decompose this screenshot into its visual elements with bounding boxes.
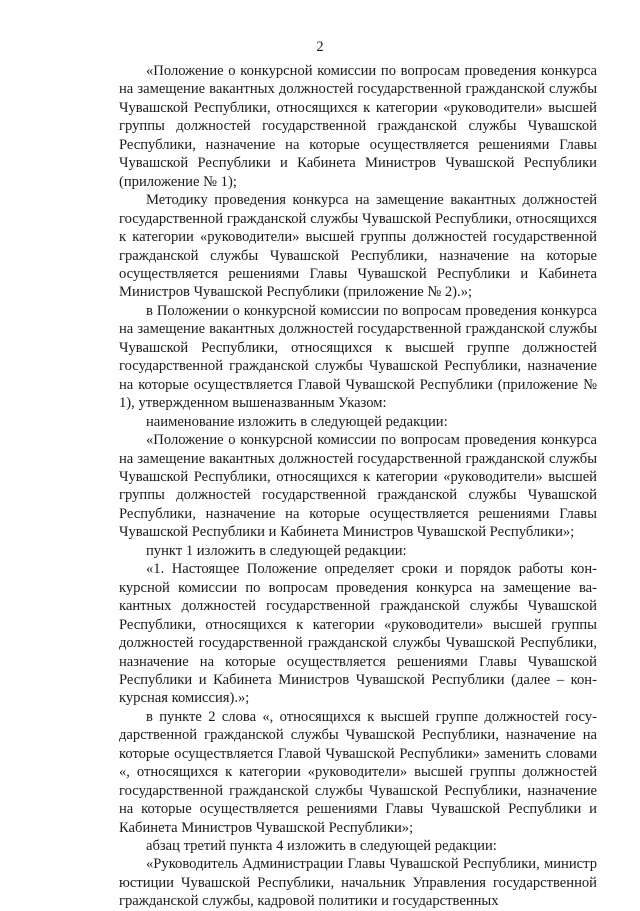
- paragraph-1: «Положение о конкурсной комиссии по вопросам проведения конкурса на замещение вакантных должностей государственной гражданской службы Чувашской Республики, относящихся к категории «руководители» высшей группы должностей государственной гражданской службы Чувашской Республики, назначение на которые осуществляется решениями Главы Чувашской Республики и Кабинета Министров Чувашской Республики (приложение № 1);: [119, 63, 597, 190]
- paragraph-2: Методику проведения конкурса на замещение вакантных должностей государственной гражданской службы Чувашской Республики, относящихся к категории «руководители» высшей группы должностей государственной гражданской службы Чувашской Республики, назначение на которые осуществляется решениями Главы Чувашской Республики и Кабинета Министров Чувашской Республики (приложение № 2).»;: [119, 192, 597, 301]
- paragraph-3: в Положении о конкурсной комиссии по вопросам проведения конкурса на замещение вакантных должностей государственной гражданской службы Чувашской Республики, относящихся к высшей группе должностей государственной гражданской службы Чувашской Республики, назначение на которые осуществляется Главой Чувашской Республики (приложение № 1), утвержденном вышеназванным Указом:: [119, 302, 597, 412]
- paragraph-4: наименование изложить в следующей редакции:: [146, 413, 448, 430]
- page-number: 2: [316, 39, 324, 55]
- paragraph-5: «Положение о конкурсной комиссии по вопросам проведения конкурса на замещение вакантных должностей государственной гражданской службы Чувашской Республики, относящихся к категории «руководители» высшей группы должностей государственной гражданской службы Чувашской Республики, назначение на которые осуществляется решениями Главы Чувашской Республики и Кабинета Министров Чувашской Республики»;: [119, 432, 597, 541]
- paragraph-9: абзац третий пункта 4 изложить в следующей редакции:: [146, 838, 497, 855]
- paragraph-8: в пункте 2 слова «, относящихся к высшей группе должностей государственной гражданской службы Чувашской Республики, назначение на которые осуществляется Главой Чувашской Республики» заменить словами «, относящихся к категории «руководители» высшей группы должностей государственной гражданской службы Чувашской Республики, назначение на которые осуществляется решениями Главы Чувашской Республики и Кабинета Министров Чувашской Республики»;: [119, 708, 597, 836]
- paragraph-10: «Руководитель Администрации Главы Чувашской Республики, министр юстиции Чувашской Республики, начальник Управления государственной гражданской службы, кадровой политики и государственных: [119, 856, 597, 910]
- paragraph-6: пункт 1 изложить в следующей редакции:: [146, 542, 407, 559]
- document-body: [119, 62, 597, 911]
- paragraph-7: «1. Настоящее Положение определяет сроки и порядок работы конкурсной комиссии по вопросам проведения конкурса на замещение вакантных должностей государственной гражданской службы Чувашской Республики, относящихся к категории «руководители» высшей группы должностей государственной гражданской службы Чувашской Республики, назначение на которые осуществляется решениями Главы Чувашской Республики и Кабинета Министров Чувашской Республики (далее – конкурсная комиссия).»;: [119, 561, 597, 707]
